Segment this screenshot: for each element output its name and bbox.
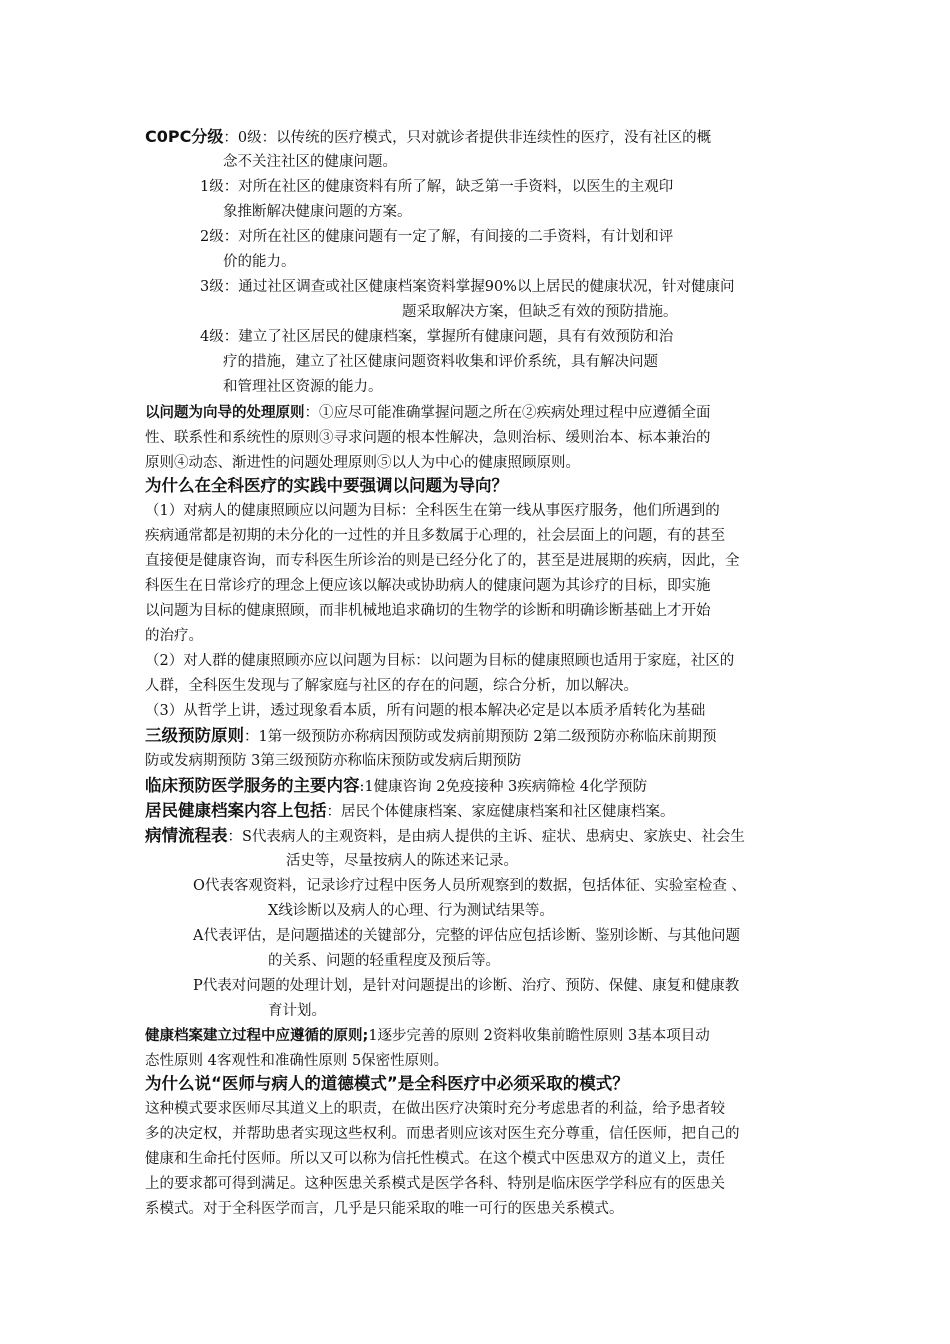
copc-level1-line2: 象推断解决健康问题的方案。 (223, 204, 412, 220)
why-problem-p1-line1: （1）对病人的健康照顾应以问题为目标：全科医生在第一线从事医疗服务，他们所遇到的 (145, 503, 720, 519)
flow-o-line2: X线诊断以及病人的心理、行为测试结果等。 (268, 903, 554, 919)
archive-line2: 态性原则 4客观性和准确性原则 5保密性原则。 (145, 1053, 449, 1069)
flow-heading: 病情流程表 (145, 826, 228, 845)
problem-principle-heading: 以问题为向导的处理原则 (145, 405, 305, 421)
archive-line1: 健康档案建立过程中应遵循的原则;1逐步完善的原则 2资料收集前瞻性原则 3基本项目动 (145, 1028, 710, 1044)
records-heading: 居民健康档案内容上包括 (145, 801, 327, 820)
ethics-line3: 健康和生命托付医师。所以又可以称为信托性模式。在这个模式中医患双方的道义上，责任 (145, 1151, 725, 1167)
why-problem-p1-line2: 疾病通常都是初期的未分化的一过性的并且多数属于心理的，社会层面上的问题，有的甚至 (145, 528, 725, 544)
copc-level3-line1: 3级：通过社区调查或社区健康档案资料掌握90%以上居民的健康状况，针对健康问 (200, 279, 735, 295)
copc-level3-line2: 题采取解决方案，但缺乏有效的预防措施。 (402, 304, 678, 320)
ethics-line4: 上的要求都可得到满足。这种医患关系模式是医学各科、特别是临床医学学科应有的医患关 (145, 1176, 725, 1192)
flow-p-line1: P代表对问题的处理计划，是针对问题提出的诊断、治疗、预防、保健、康复和健康教 (193, 978, 740, 994)
prevention-line2: 防或发病期预防 3第三级预防亦称临床预防或发病后期预防 (145, 753, 522, 769)
records-line: 居民健康档案内容上包括：居民个体健康档案、家庭健康档案和社区健康档案。 (145, 801, 675, 820)
why-problem-p1-line5: 以问题为目标的健康照顾，而非机械地追求确切的生物学的诊断和明确诊断基础上才开始 (145, 603, 711, 619)
why-problem-p1-line3: 直接便是健康咨询，而专科医生所诊治的则是已经分化了的，甚至是进展期的疾病，因此，全 (145, 553, 740, 569)
why-problem-p1-line4: 科医生在日常诊疗的理念上便应该以解决或协助病人的健康问题为其诊疗的目标，即实施 (145, 578, 711, 594)
copc-level4-line3: 和管理社区资源的能力。 (223, 379, 383, 395)
ethics-heading: 为什么说“医师与病人的道德模式”是全科医疗中必须采取的模式？ (145, 1074, 629, 1093)
ethics-line1: 这种模式要求医师尽其道义上的职责，在做出医疗决策时充分考虑患者的利益，给予患者较 (145, 1101, 725, 1117)
archive-heading: 健康档案建立过程中应遵循的原则; (145, 1028, 369, 1044)
prevention-heading: 三级预防原则 (145, 726, 244, 745)
flow-o-line1: O代表客观资料，记录诊疗过程中医务人员所观察到的数据，包括体征、实验室检查 、 (193, 878, 746, 894)
copc-level2-line1: 2级：对所在社区的健康问题有一定了解，有间接的二手资料，有计划和评 (200, 229, 674, 245)
prevention-line1: 三级预防原则：1第一级预防亦称病因预防或发病前期预防 2第二级预防亦称临床前期预 (145, 726, 717, 745)
flow-s-line2: 活史等，尽量按病人的陈述来记录。 (286, 853, 518, 869)
copc-level4-line2: 疗的措施，建立了社区健康问题资料收集和评价系统，具有解决问题 (223, 354, 658, 370)
flow-a-line1: A代表评估，是问题描述的关键部分，完整的评估应包括诊断、鉴别诊断、与其他问题 (193, 928, 740, 944)
flow-s-line1: 病情流程表：S代表病人的主观资料，是由病人提供的主诉、症状、患病史、家族史、社会生 (145, 826, 745, 845)
why-problem-p2-line2: 人群，全科医生发现与了解家庭与社区的存在的问题，综合分析，加以解决。 (145, 678, 638, 694)
clinical-heading: 临床预防医学服务的主要内容 (145, 776, 360, 795)
problem-principle-line3: 原则④动态、渐进性的问题处理原则⑤以人为中心的健康照顾原则。 (145, 455, 580, 471)
why-problem-p1-line6: 的治疗。 (145, 628, 203, 644)
flow-p-line2: 育计划。 (268, 1003, 326, 1019)
copc-heading: C0PC分级 (145, 127, 224, 146)
why-problem-p2-line1: （2）对人群的健康照顾亦应以问题为目标：以问题为目标的健康照顾也适用于家庭，社区的 (145, 653, 735, 669)
ethics-line5: 系模式。对于全科医学而言，几乎是只能采取的唯一可行的医患关系模式。 (145, 1201, 624, 1217)
copc-level0-line1: C0PC分级：0级：以传统的医疗模式，只对就诊者提供非连续性的医疗，没有社区的概 (145, 127, 712, 146)
problem-principle-line1: 以问题为向导的处理原则：①应尽可能准确掌握问题之所在②疾病处理过程中应遵循全面 (145, 405, 711, 421)
ethics-line2: 多的决定权，并帮助患者实现这些权利。而患者则应该对医生充分尊重，信任医师，把自己的 (145, 1126, 740, 1142)
copc-level0-line2: 念不关注社区的健康问题。 (223, 154, 397, 170)
why-problem-p3-line1: （3）从哲学上讲，透过现象看本质，所有问题的根本解决必定是以本质矛盾转化为基础 (145, 703, 706, 719)
problem-principle-line2: 性、联系性和系统性的原则③寻求问题的根本性解决，急则治标、缓则治本、标本兼治的 (145, 430, 711, 446)
why-problem-heading: 为什么在全科医疗的实践中要强调以问题为导向？ (145, 476, 508, 495)
copc-level1-line1: 1级：对所在社区的健康资料有所了解，缺乏第一手资料，以医生的主观印 (200, 179, 674, 195)
clinical-line: 临床预防医学服务的主要内容:1健康咨询 2免疫接种 3疾病筛检 4化学预防 (145, 776, 648, 795)
copc-level2-line2: 价的能力。 (223, 254, 296, 270)
flow-a-line2: 的关系、问题的轻重程度及预后等。 (268, 953, 500, 969)
copc-level4-line1: 4级：建立了社区居民的健康档案，掌握所有健康问题，具有有效预防和治 (200, 329, 674, 345)
